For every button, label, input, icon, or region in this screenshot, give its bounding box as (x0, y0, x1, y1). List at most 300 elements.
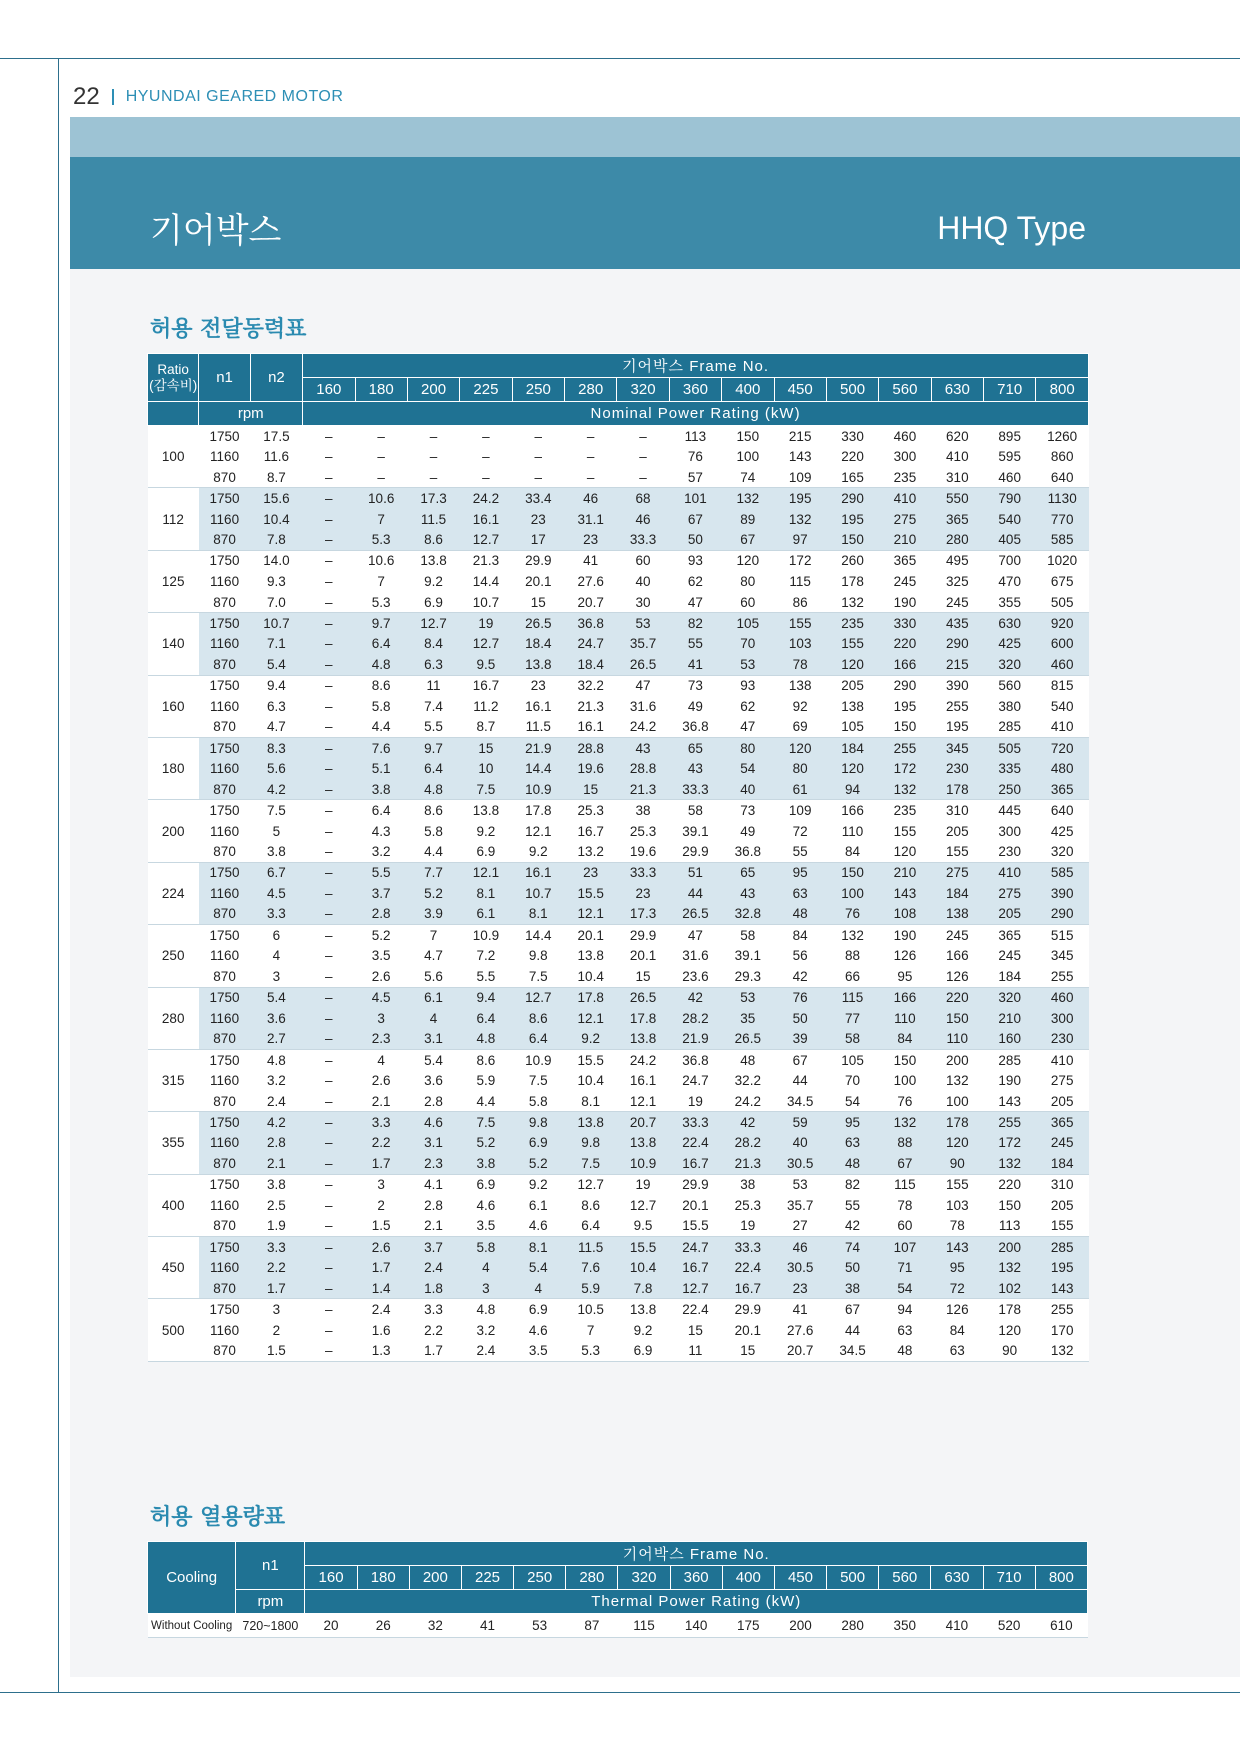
power-value-cell: 8.6 (512, 1008, 564, 1029)
power-value-cell: – (303, 987, 355, 1008)
power-value-cell: 9.4 (460, 987, 512, 1008)
power-rating-table (147, 353, 1089, 1362)
power-value-cell: 150 (931, 1008, 983, 1029)
top-rule (0, 58, 1240, 59)
power-value-cell: 88 (826, 945, 878, 966)
power-value-cell: 26.5 (617, 654, 669, 675)
power-value-cell: 17 (512, 529, 564, 550)
power-value-cell: – (303, 550, 355, 571)
n1-cell: 1750 (199, 800, 250, 821)
power-value-cell: 19.6 (617, 841, 669, 862)
n1-cell: 870 (199, 1029, 250, 1050)
power-value-cell: 42 (669, 987, 721, 1008)
table-row (148, 529, 1089, 550)
power-value-cell: 27.6 (565, 571, 617, 592)
power-value-cell: 200 (931, 1049, 983, 1070)
power-value-cell: 445 (984, 800, 1036, 821)
n2-cell: 6.7 (250, 862, 302, 883)
power-value-cell: – (512, 467, 564, 488)
power-value-cell: 285 (1036, 1237, 1089, 1258)
power-value-cell: 132 (879, 779, 931, 800)
thermal-frame-number-header: 225 (461, 1566, 513, 1590)
power-value-cell: 89 (722, 509, 774, 530)
power-value-cell: 15 (722, 1341, 774, 1362)
power-value-cell: 43 (722, 883, 774, 904)
power-value-cell: 13.8 (565, 945, 617, 966)
power-value-cell: 200 (984, 1237, 1036, 1258)
power-value-cell: 22.4 (669, 1133, 721, 1154)
power-value-cell: 15 (565, 779, 617, 800)
power-value-cell: 195 (774, 488, 826, 509)
power-value-cell: – (303, 654, 355, 675)
n1-cell: 1750 (199, 1299, 250, 1320)
power-value-cell: 34.5 (826, 1341, 878, 1362)
table-row (148, 1153, 1089, 1174)
power-value-cell: 290 (826, 488, 878, 509)
power-value-cell: 126 (931, 966, 983, 987)
banner-title: 기어박스 (150, 211, 282, 251)
power-value-cell: 15 (460, 737, 512, 758)
power-value-cell: 2.3 (355, 1029, 407, 1050)
power-value-cell: 560 (984, 675, 1036, 696)
power-value-cell: 5.9 (565, 1278, 617, 1299)
power-value-cell: 505 (984, 737, 1036, 758)
power-value-cell: 5.3 (355, 592, 407, 613)
header-title: HYUNDAI GEARED MOTOR (125, 88, 344, 105)
ratio-cell: 450 (148, 1237, 199, 1299)
table-row (148, 945, 1089, 966)
power-value-cell: 255 (984, 1112, 1036, 1133)
table-row (148, 654, 1089, 675)
power-value-cell: 345 (1036, 945, 1089, 966)
power-value-cell: 7.5 (512, 966, 564, 987)
thermal-frame-number-header: 360 (670, 1566, 722, 1590)
power-value-cell: 11.5 (565, 1237, 617, 1258)
frame-number-header: 400 (722, 378, 774, 402)
power-value-cell: 190 (879, 925, 931, 946)
power-value-cell: 160 (984, 1029, 1036, 1050)
power-value-cell: 235 (879, 800, 931, 821)
n1-cell: 1750 (199, 1174, 250, 1195)
power-value-cell: 3 (355, 1174, 407, 1195)
power-value-cell: 38 (826, 1278, 878, 1299)
power-value-cell: 84 (774, 925, 826, 946)
power-value-cell: 33.3 (722, 1237, 774, 1258)
power-value-cell: 36.8 (565, 613, 617, 634)
power-value-cell: 13.8 (617, 1133, 669, 1154)
power-value-cell: – (460, 467, 512, 488)
power-value-cell: 380 (984, 696, 1036, 717)
power-value-cell: 60 (722, 592, 774, 613)
power-value-cell: 10.9 (512, 779, 564, 800)
power-value-cell: 300 (879, 446, 931, 467)
power-value-cell: – (355, 467, 407, 488)
power-value-cell: 2 (355, 1195, 407, 1216)
thermal-frame-number-header: 280 (566, 1566, 618, 1590)
power-value-cell: 275 (1036, 1070, 1089, 1091)
power-value-cell: 72 (931, 1278, 983, 1299)
power-value-cell: 150 (984, 1195, 1036, 1216)
power-value-cell: 9.2 (512, 841, 564, 862)
power-value-cell: 220 (826, 446, 878, 467)
power-value-cell: 53 (774, 1174, 826, 1195)
n2-cell: 4.2 (250, 779, 302, 800)
power-value-cell: 19 (722, 1216, 774, 1237)
power-value-cell: 310 (931, 800, 983, 821)
table-row (148, 571, 1089, 592)
n1-cell: 1160 (199, 1257, 250, 1278)
power-value-cell: 4 (355, 1049, 407, 1070)
power-value-cell: 29.3 (722, 966, 774, 987)
power-value-cell: 4 (512, 1278, 564, 1299)
power-value-cell: 20.1 (722, 1320, 774, 1341)
table-row (148, 1029, 1089, 1050)
power-value-cell: 13.2 (565, 841, 617, 862)
thermal-frame-number-header: 200 (409, 1566, 461, 1590)
n2-cell: 5.4 (250, 654, 302, 675)
power-value-cell: 540 (984, 509, 1036, 530)
power-value-cell: 53 (722, 654, 774, 675)
power-value-cell: 6.9 (407, 592, 459, 613)
power-value-cell: 143 (1036, 1278, 1089, 1299)
n1-cell: 1750 (199, 675, 250, 696)
power-value-cell: 24.7 (565, 633, 617, 654)
power-value-cell: 4 (407, 1008, 459, 1029)
n1-cell: 1750 (199, 1049, 250, 1070)
power-value-cell: 41 (774, 1299, 826, 1320)
power-value-cell: 5.1 (355, 758, 407, 779)
power-value-cell: 60 (879, 1216, 931, 1237)
power-value-cell: 2.1 (355, 1091, 407, 1112)
power-value-cell: 310 (1036, 1174, 1089, 1195)
table-row (148, 1195, 1089, 1216)
power-value-cell: – (565, 446, 617, 467)
frame-number-header: 250 (512, 378, 564, 402)
power-value-cell: 17.8 (512, 800, 564, 821)
power-value-cell: 4.5 (355, 987, 407, 1008)
power-value-cell: 230 (984, 841, 1036, 862)
frame-number-header: 360 (669, 378, 721, 402)
thermal-value-cell: 53 (514, 1614, 566, 1638)
power-value-cell: 110 (879, 1008, 931, 1029)
power-value-cell: 166 (826, 800, 878, 821)
power-value-cell: 16.7 (669, 1153, 721, 1174)
power-value-cell: 10.5 (565, 1299, 617, 1320)
power-value-cell: 155 (931, 1174, 983, 1195)
power-value-cell: 10.4 (565, 1070, 617, 1091)
thermal-frame-no-header: 기어박스 Frame No. (305, 1542, 1088, 1566)
power-value-cell: 12.7 (407, 613, 459, 634)
power-value-cell: 1.4 (355, 1278, 407, 1299)
power-value-cell: 7 (355, 571, 407, 592)
n2-cell: 4.8 (250, 1049, 302, 1070)
power-value-cell: 39 (774, 1029, 826, 1050)
n1-cell: 870 (199, 592, 250, 613)
power-value-cell: 5.5 (355, 862, 407, 883)
power-value-cell: 480 (1036, 758, 1089, 779)
table-row (148, 550, 1089, 571)
power-value-cell: 5.2 (355, 925, 407, 946)
n1-cell: 1160 (199, 509, 250, 530)
power-value-cell: 19 (460, 613, 512, 634)
power-value-cell: – (303, 675, 355, 696)
power-value-cell: 10.9 (460, 925, 512, 946)
power-value-cell: 9.8 (512, 1112, 564, 1133)
n1-cell: 1160 (199, 821, 250, 842)
power-value-cell: 4.8 (407, 779, 459, 800)
power-value-cell: 16.7 (669, 1257, 721, 1278)
power-value-cell: – (617, 426, 669, 447)
ratio-cell: 125 (148, 550, 199, 612)
power-value-cell: 390 (931, 675, 983, 696)
power-value-cell: 390 (1036, 883, 1089, 904)
power-value-cell: 47 (722, 717, 774, 738)
power-value-cell: 595 (984, 446, 1036, 467)
n2-cell: 3 (250, 1299, 302, 1320)
table-row (148, 509, 1089, 530)
power-value-cell: 38 (617, 800, 669, 821)
table-row (148, 1237, 1089, 1258)
power-value-cell: 67 (879, 1153, 931, 1174)
power-value-cell: 71 (879, 1257, 931, 1278)
power-value-cell: 109 (774, 467, 826, 488)
power-value-cell: – (303, 800, 355, 821)
power-value-cell: 53 (617, 613, 669, 634)
power-value-cell: 5.5 (407, 717, 459, 738)
frame-number-header: 180 (355, 378, 407, 402)
thermal-frame-number-header: 500 (827, 1566, 879, 1590)
power-value-cell: 300 (1036, 1008, 1089, 1029)
power-value-cell: 2.8 (407, 1195, 459, 1216)
power-value-cell: 80 (722, 571, 774, 592)
power-value-cell: – (303, 758, 355, 779)
power-value-cell: – (303, 1133, 355, 1154)
power-value-cell: 3.1 (407, 1029, 459, 1050)
power-value-cell: 6.1 (460, 904, 512, 925)
power-value-cell: 48 (722, 1049, 774, 1070)
power-value-cell: 15.5 (565, 1049, 617, 1070)
power-value-cell: 10.6 (355, 550, 407, 571)
thermal-frame-number-header: 320 (618, 1566, 670, 1590)
power-value-cell: 26.5 (617, 987, 669, 1008)
power-value-cell: 2.2 (407, 1320, 459, 1341)
power-value-cell: 14.4 (512, 925, 564, 946)
power-value-cell: 790 (984, 488, 1036, 509)
n1-cell: 1160 (199, 1133, 250, 1154)
power-value-cell: 320 (984, 654, 1036, 675)
power-value-cell: 16.1 (512, 696, 564, 717)
page-number: 22 (73, 83, 100, 110)
power-value-cell: 74 (722, 467, 774, 488)
power-value-cell: 115 (774, 571, 826, 592)
n1-cell: 1750 (199, 613, 250, 634)
power-value-cell: 4.4 (460, 1091, 512, 1112)
power-value-cell: – (303, 1341, 355, 1362)
cooling-header: Cooling (148, 1542, 236, 1614)
power-value-cell: 6.4 (512, 1029, 564, 1050)
power-value-cell: 23.6 (669, 966, 721, 987)
power-value-cell: – (565, 467, 617, 488)
power-value-cell: 12.7 (565, 1174, 617, 1195)
power-value-cell: 11 (407, 675, 459, 696)
power-value-cell: – (303, 904, 355, 925)
power-value-cell: 3.2 (460, 1320, 512, 1341)
power-value-cell: 143 (984, 1091, 1036, 1112)
power-value-cell: 47 (617, 675, 669, 696)
thermal-data-row (148, 1614, 1088, 1638)
power-value-cell: 2.4 (355, 1299, 407, 1320)
n2-cell: 4.7 (250, 717, 302, 738)
power-value-cell: 47 (669, 925, 721, 946)
ratio-cell: 500 (148, 1299, 199, 1361)
power-value-cell: 330 (879, 613, 931, 634)
power-value-cell: 143 (774, 446, 826, 467)
n2-cell: 9.4 (250, 675, 302, 696)
power-value-cell: 460 (984, 467, 1036, 488)
power-value-cell: 28.2 (669, 1008, 721, 1029)
power-value-cell: 195 (879, 696, 931, 717)
power-value-cell: 25.3 (565, 800, 617, 821)
power-value-cell: 103 (774, 633, 826, 654)
power-value-cell: 6.9 (512, 1133, 564, 1154)
power-value-cell: 460 (879, 426, 931, 447)
thermal-value-cell: 26 (357, 1614, 409, 1638)
rpm-label: rpm (199, 402, 303, 426)
n1-cell: 1160 (199, 1008, 250, 1029)
power-value-cell: 30 (617, 592, 669, 613)
power-value-cell: 23 (617, 883, 669, 904)
power-value-cell: 1.6 (355, 1320, 407, 1341)
power-value-cell: 365 (1036, 779, 1089, 800)
power-value-cell: 8.1 (512, 1237, 564, 1258)
power-value-cell: 82 (669, 613, 721, 634)
power-value-cell: 255 (931, 696, 983, 717)
power-value-cell: 32.8 (722, 904, 774, 925)
power-value-cell: 120 (931, 1133, 983, 1154)
power-value-cell: – (617, 446, 669, 467)
ratio-cell: 100 (148, 426, 199, 488)
power-value-cell: 29.9 (669, 1174, 721, 1195)
power-value-cell: 166 (879, 654, 931, 675)
power-value-cell: 2.2 (355, 1133, 407, 1154)
power-value-cell: 21.9 (512, 737, 564, 758)
thermal-frame-number-header: 180 (357, 1566, 409, 1590)
power-value-cell: – (303, 633, 355, 654)
header-separator (112, 89, 114, 105)
n1-cell: 1160 (199, 633, 250, 654)
power-value-cell: 3 (355, 1008, 407, 1029)
power-value-cell: 86 (774, 592, 826, 613)
power-value-cell: 1.7 (407, 1341, 459, 1362)
n1-cell: 1750 (199, 925, 250, 946)
power-value-cell: 4.6 (407, 1112, 459, 1133)
thermal-value-cell: 87 (566, 1614, 618, 1638)
n1-cell: 870 (199, 1341, 250, 1362)
power-value-cell: 9.2 (565, 1029, 617, 1050)
power-value-cell: 10.7 (460, 592, 512, 613)
thermal-value-cell: 140 (670, 1614, 722, 1638)
power-value-cell: 30.5 (774, 1153, 826, 1174)
n2-cell: 11.6 (250, 446, 302, 467)
power-value-cell: 245 (931, 925, 983, 946)
power-value-cell: 21.3 (722, 1153, 774, 1174)
power-value-cell: 20.1 (617, 945, 669, 966)
power-value-cell: 67 (722, 529, 774, 550)
power-value-cell: 166 (879, 987, 931, 1008)
power-value-cell: 60 (617, 550, 669, 571)
power-value-cell: 13.8 (407, 550, 459, 571)
power-value-cell: 44 (826, 1320, 878, 1341)
power-value-cell: 184 (984, 966, 1036, 987)
power-value-cell: 93 (722, 675, 774, 696)
n2-cell: 2 (250, 1320, 302, 1341)
table-row (148, 696, 1089, 717)
table-row (148, 488, 1089, 509)
power-value-cell: 6.3 (407, 654, 459, 675)
n1-cell: 870 (199, 1091, 250, 1112)
power-value-cell: 76 (774, 987, 826, 1008)
power-value-cell: 720 (1036, 737, 1089, 758)
power-value-cell: 66 (826, 966, 878, 987)
power-value-cell: 7.5 (565, 1153, 617, 1174)
power-value-cell: 9.2 (460, 821, 512, 842)
power-value-cell: 1020 (1036, 550, 1089, 571)
power-value-cell: – (460, 446, 512, 467)
power-value-cell: 5.8 (407, 821, 459, 842)
power-value-cell: 5.2 (407, 883, 459, 904)
power-value-cell: 35.7 (617, 633, 669, 654)
power-value-cell: 46 (565, 488, 617, 509)
power-value-cell: 10.4 (565, 966, 617, 987)
power-value-cell: 17.8 (565, 987, 617, 1008)
power-value-cell: 1.7 (355, 1153, 407, 1174)
power-value-cell: 100 (722, 446, 774, 467)
power-value-cell: – (303, 779, 355, 800)
power-value-cell: 155 (1036, 1216, 1089, 1237)
n2-cell: 7.1 (250, 633, 302, 654)
power-value-cell: 184 (826, 737, 878, 758)
ratio-cell: 200 (148, 800, 199, 862)
thermal-value-cell: 610 (1035, 1614, 1087, 1638)
power-value-cell: – (303, 1174, 355, 1195)
n1-cell: 1160 (199, 696, 250, 717)
power-value-cell: 15 (617, 966, 669, 987)
n2-cell: 17.5 (250, 426, 302, 447)
power-value-cell: 24.7 (669, 1237, 721, 1258)
frame-number-header: 800 (1036, 378, 1089, 402)
n1-cell: 870 (199, 654, 250, 675)
power-value-cell: 95 (931, 1257, 983, 1278)
power-value-cell: 19.6 (565, 758, 617, 779)
power-value-cell: 3.6 (407, 1070, 459, 1091)
power-value-cell: 235 (879, 467, 931, 488)
power-value-cell: 250 (984, 779, 1036, 800)
n2-cell: 3.3 (250, 904, 302, 925)
power-value-cell: 50 (774, 1008, 826, 1029)
table-row (148, 758, 1089, 779)
power-value-cell: 320 (1036, 841, 1089, 862)
power-value-cell: 172 (774, 550, 826, 571)
frame-number-header: 450 (774, 378, 826, 402)
power-value-cell: 100 (931, 1091, 983, 1112)
power-value-cell: 21.3 (460, 550, 512, 571)
power-value-cell: 42 (774, 966, 826, 987)
power-value-cell: 19 (669, 1091, 721, 1112)
power-value-cell: 3 (460, 1278, 512, 1299)
n1-cell: 870 (199, 841, 250, 862)
power-value-cell: 20.1 (512, 571, 564, 592)
power-value-cell: 42 (722, 1112, 774, 1133)
